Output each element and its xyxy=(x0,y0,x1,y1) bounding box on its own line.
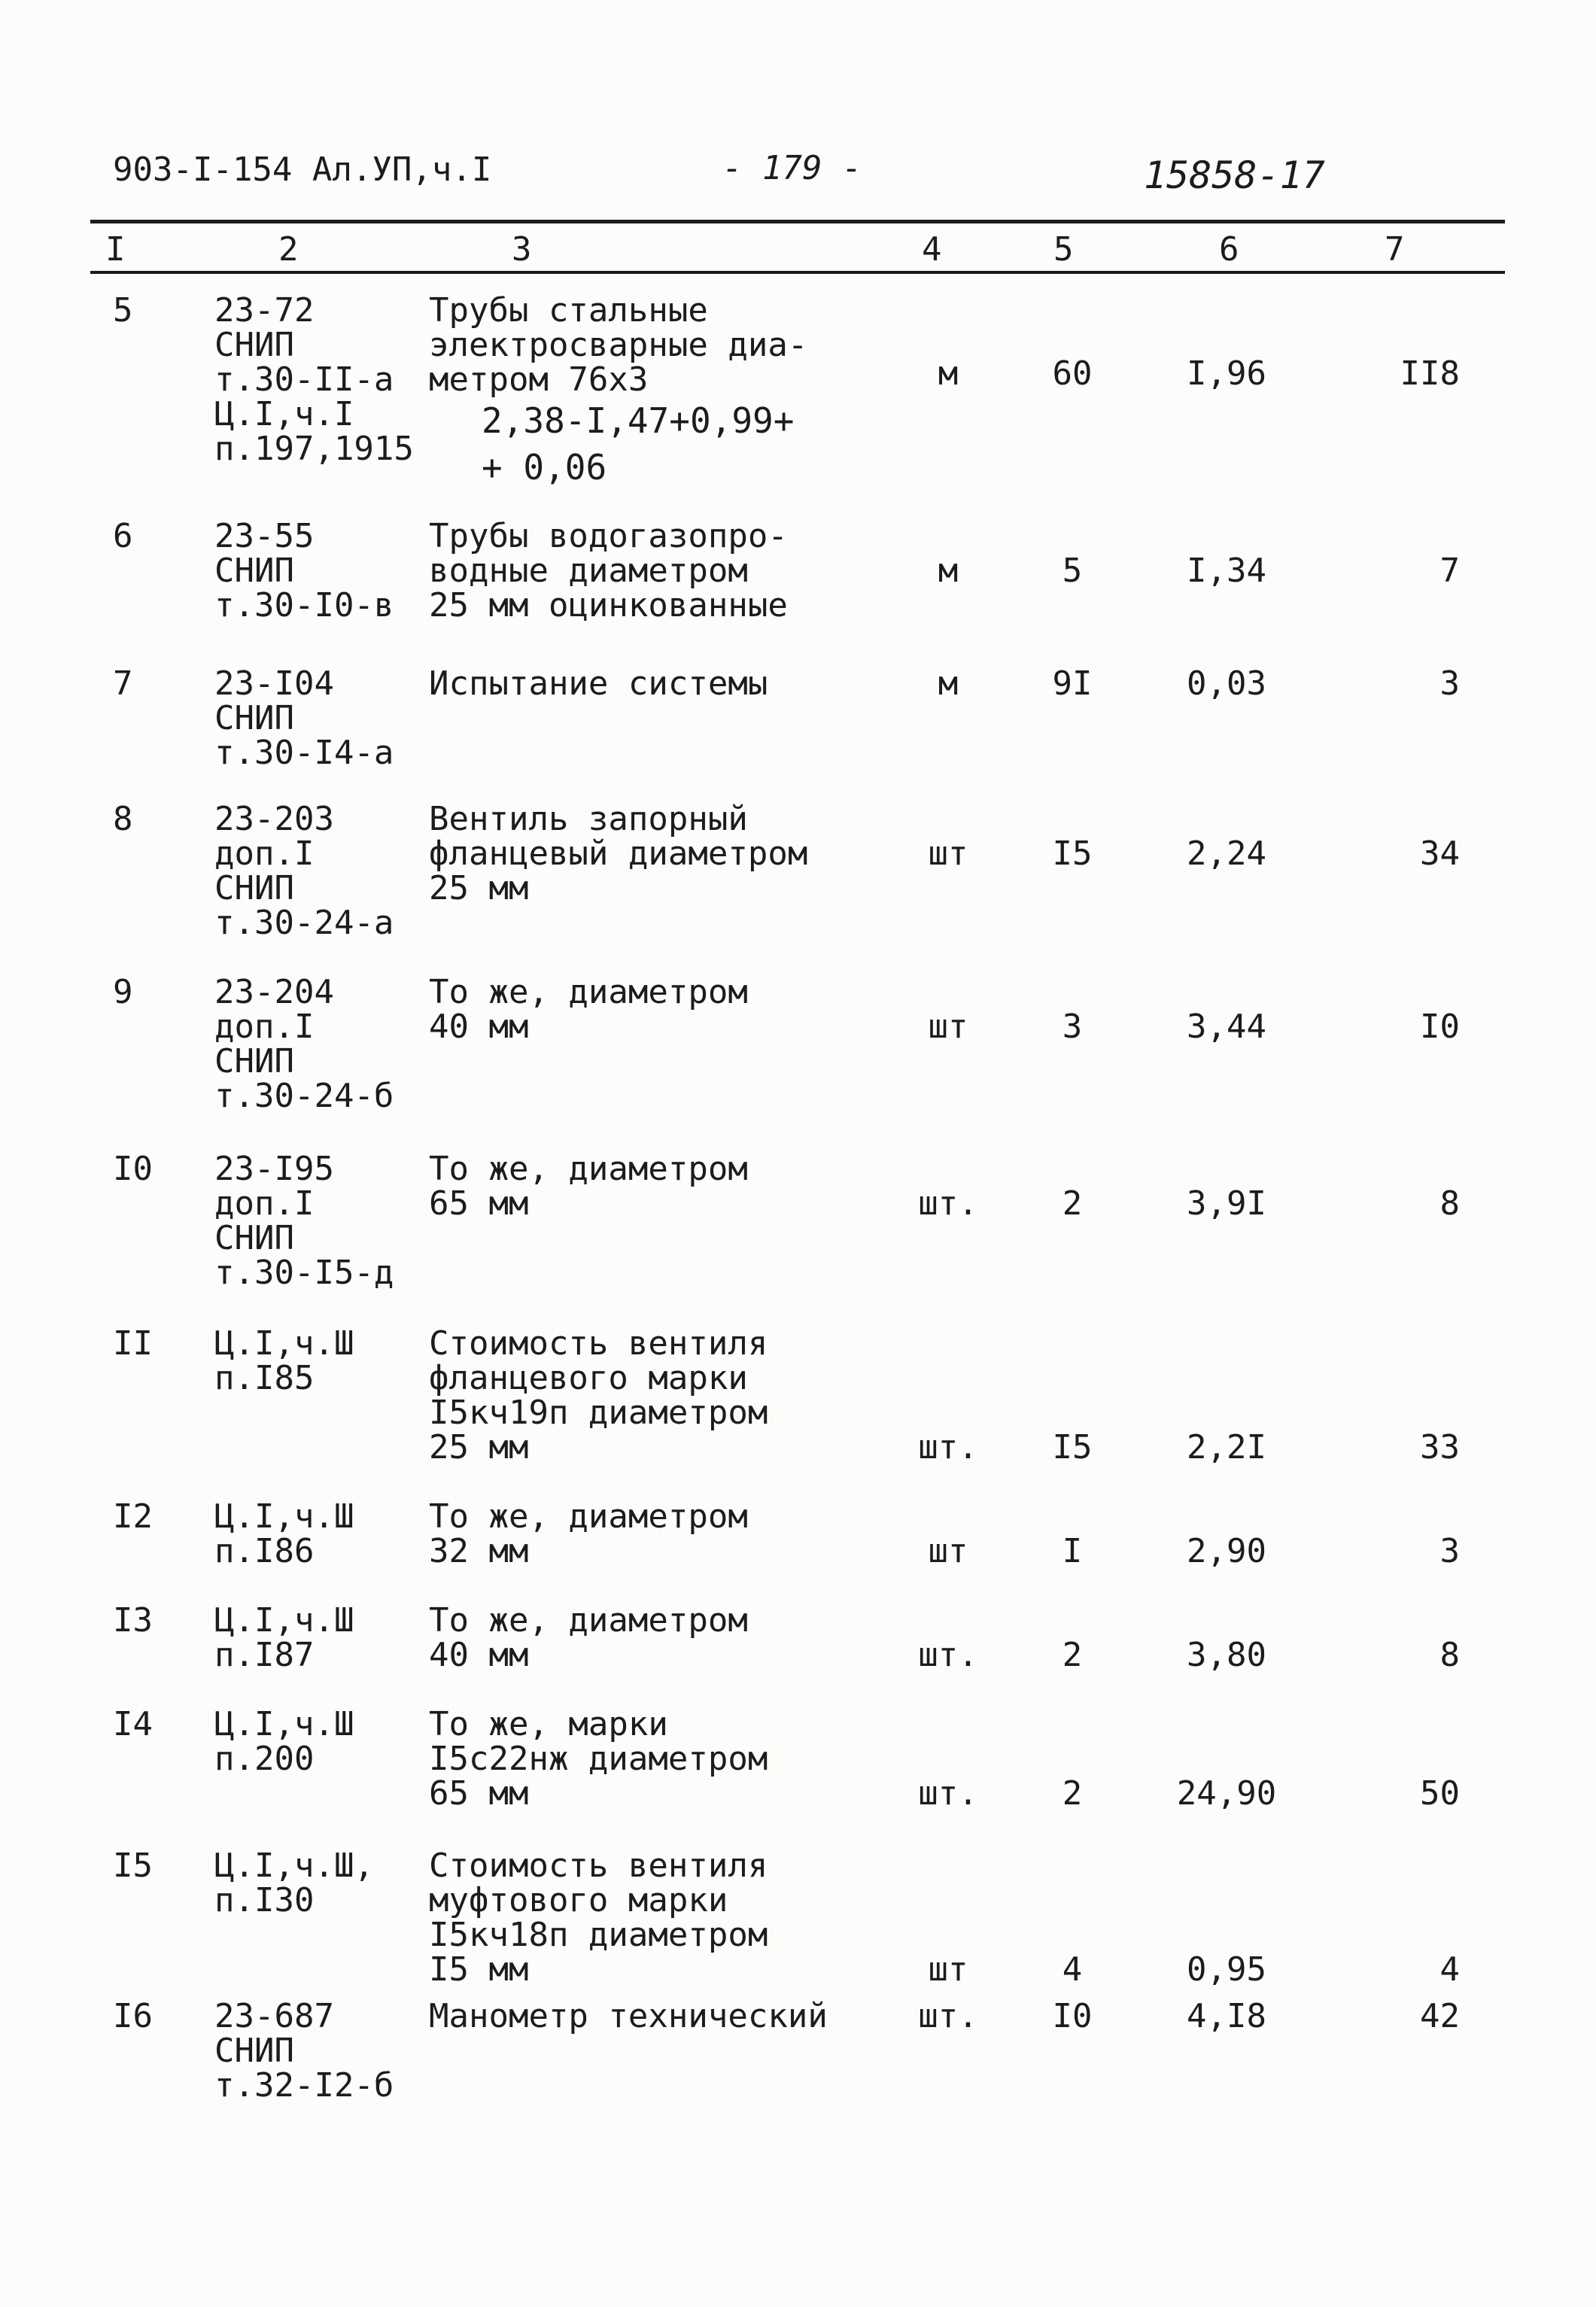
reference-line: т.30-I5-д xyxy=(214,1254,394,1292)
table-row xyxy=(0,975,1596,1152)
row-number: I2 xyxy=(113,1497,153,1536)
reference-cell xyxy=(214,1999,425,2103)
description-cell xyxy=(429,802,895,906)
column-header-7: 7 xyxy=(1385,230,1405,269)
price-cell: 0,03 xyxy=(1187,664,1266,703)
reference-cell xyxy=(214,1849,425,1918)
price-cell: I,96 xyxy=(1187,354,1266,393)
reference-line: 23-55 xyxy=(214,517,315,555)
reference-line: т.30-24-б xyxy=(214,1077,394,1115)
reference-line: Ц.I,ч.Ш xyxy=(214,1705,354,1743)
reference-line: п.197,1915 xyxy=(214,430,414,468)
formula-line: + 0,06 xyxy=(482,447,607,488)
total-cell: 3 xyxy=(1439,664,1460,703)
table-header-rule xyxy=(90,271,1505,274)
description-cell xyxy=(429,664,895,703)
reference-cell xyxy=(214,1707,425,1777)
reference-cell xyxy=(214,1152,425,1290)
reference-cell xyxy=(214,519,425,623)
column-header-2: 2 xyxy=(278,230,299,269)
row-number: 9 xyxy=(113,973,133,1011)
description-line: водные диаметром xyxy=(429,552,748,590)
reference-line: т.30-II-а xyxy=(214,360,394,399)
row-number: I5 xyxy=(113,1847,153,1885)
reference-cell xyxy=(214,975,425,1114)
reference-line: Ц.I,ч.Ш, xyxy=(214,1847,374,1885)
reference-cell xyxy=(214,802,425,941)
page-number: - 179 - xyxy=(722,149,862,187)
reference-line: доп.I xyxy=(214,1184,315,1223)
description-line: 32 мм xyxy=(429,1532,529,1570)
quantity-cell: I0 xyxy=(1052,1997,1093,2035)
row-number: I3 xyxy=(113,1601,153,1640)
table-row xyxy=(0,1152,1596,1327)
description-line: То же, диаметром xyxy=(429,1497,748,1536)
reference-line: т.30-I4-а xyxy=(214,734,394,772)
column-header-3: 3 xyxy=(512,230,532,269)
unit-cell: м xyxy=(938,354,959,393)
row-number: 6 xyxy=(113,517,133,555)
description-line: То же, марки xyxy=(429,1705,668,1743)
reference-line: доп.I xyxy=(214,834,315,873)
price-cell: 2,90 xyxy=(1187,1532,1266,1570)
description-cell xyxy=(429,293,895,491)
reference-line: 23-204 xyxy=(214,973,334,1011)
table-row xyxy=(0,1999,1596,2105)
price-cell: 3,44 xyxy=(1187,1008,1266,1046)
description-line: Вентиль запорный xyxy=(429,800,748,838)
unit-cell: шт xyxy=(928,834,968,873)
column-header-6: 6 xyxy=(1219,230,1239,269)
reference-line: п.I30 xyxy=(214,1881,315,1919)
reference-cell xyxy=(214,664,425,772)
column-header-4: 4 xyxy=(922,230,942,269)
description-line: электросварные диа- xyxy=(429,326,808,364)
description-line: муфтового марки xyxy=(429,1881,728,1919)
description-line: Манометр технический xyxy=(429,1997,828,2035)
description-cell xyxy=(429,1999,895,2034)
quantity-cell: 2 xyxy=(1062,1184,1083,1223)
reference-line: 23-203 xyxy=(214,800,334,838)
price-cell: 2,24 xyxy=(1187,834,1266,873)
unit-cell: шт. xyxy=(918,1997,978,2035)
description-line: 25 мм xyxy=(429,869,529,907)
total-cell: 3 xyxy=(1439,1532,1460,1570)
reference-line: т.30-24-а xyxy=(214,904,394,942)
row-number: II xyxy=(113,1324,153,1363)
quantity-cell: 5 xyxy=(1062,552,1083,590)
total-cell: I0 xyxy=(1420,1008,1460,1046)
reference-line: п.I86 xyxy=(214,1532,315,1570)
table-row xyxy=(0,1707,1596,1849)
description-line: Трубы стальные xyxy=(429,291,708,330)
column-header-row xyxy=(0,226,1596,271)
table-row xyxy=(0,1603,1596,1707)
reference-line: Ц.I,ч.Ш xyxy=(214,1324,354,1363)
quantity-cell: 60 xyxy=(1052,354,1093,393)
total-cell: 8 xyxy=(1439,1184,1460,1223)
table-row xyxy=(0,1497,1596,1603)
description-cell xyxy=(429,519,895,623)
description-line: I5кч18п диаметром xyxy=(429,1916,768,1954)
description-line: метром 76х3 xyxy=(429,360,649,399)
total-cell: 42 xyxy=(1420,1997,1460,2035)
reference-line: СНИП xyxy=(214,326,294,364)
total-cell: 4 xyxy=(1439,1950,1460,1989)
description-line: То же, диаметром xyxy=(429,1601,748,1640)
description-line: I5с22нж диаметром xyxy=(429,1740,768,1778)
unit-cell: шт. xyxy=(918,1774,978,1813)
total-cell: 8 xyxy=(1439,1636,1460,1674)
total-cell: II8 xyxy=(1400,354,1460,393)
description-line: То же, диаметром xyxy=(429,1150,748,1188)
price-cell: 3,9I xyxy=(1187,1184,1266,1223)
table-row xyxy=(0,1324,1596,1500)
description-line: I5 мм xyxy=(429,1950,529,1989)
reference-line: Ц.I,ч.I xyxy=(214,395,354,433)
price-cell: 0,95 xyxy=(1187,1950,1266,1989)
reference-line: 23-I95 xyxy=(214,1150,334,1188)
table-row xyxy=(0,1849,1596,1999)
reference-line: СНИП xyxy=(214,869,294,907)
row-number: I6 xyxy=(113,1997,153,2035)
reference-line: 23-I04 xyxy=(214,664,334,703)
description-line: Трубы водогазопро- xyxy=(429,517,788,555)
unit-cell: м xyxy=(938,664,959,703)
quantity-cell: 4 xyxy=(1062,1950,1083,1989)
reference-line: доп.I xyxy=(214,1008,315,1046)
description-cell xyxy=(429,1603,895,1673)
reference-line: п.200 xyxy=(214,1740,315,1778)
description-line: 40 мм xyxy=(429,1636,529,1674)
reference-line: Ц.I,ч.Ш xyxy=(214,1601,354,1640)
quantity-cell: 2 xyxy=(1062,1774,1083,1813)
quantity-cell: 9I xyxy=(1052,664,1093,703)
unit-cell: шт xyxy=(928,1950,968,1989)
description-cell xyxy=(429,1707,895,1811)
description-cell xyxy=(429,1324,895,1467)
table-row xyxy=(0,802,1596,975)
description-line: 25 мм оцинкованные xyxy=(429,586,788,625)
table-row xyxy=(0,519,1596,667)
document-number: 15858-17 xyxy=(1144,153,1325,197)
column-header-1: I xyxy=(105,230,126,269)
description-line: Испытание системы xyxy=(429,664,768,703)
unit-cell: шт xyxy=(928,1532,968,1570)
table-row xyxy=(0,293,1596,519)
row-number: 8 xyxy=(113,800,133,838)
reference-line: 23-687 xyxy=(214,1997,334,2035)
reference-line: п.I87 xyxy=(214,1636,315,1674)
reference-line: п.I85 xyxy=(214,1359,315,1397)
page-header xyxy=(0,143,1596,203)
quantity-cell: 2 xyxy=(1062,1636,1083,1674)
total-cell: 50 xyxy=(1420,1774,1460,1813)
unit-cell: шт. xyxy=(918,1428,978,1467)
row-number: 7 xyxy=(113,664,133,703)
total-cell: 34 xyxy=(1420,834,1460,873)
price-cell: 24,90 xyxy=(1176,1774,1277,1813)
description-line: 65 мм xyxy=(429,1774,529,1813)
row-number: I4 xyxy=(113,1705,153,1743)
price-cell: 2,2I xyxy=(1187,1428,1266,1467)
unit-cell: шт xyxy=(928,1008,968,1046)
reference-line: СНИП xyxy=(214,1219,294,1257)
description-line: I5кч19п диаметром xyxy=(429,1394,768,1432)
reference-line: СНИП xyxy=(214,2032,294,2070)
table-body xyxy=(0,293,1596,2105)
column-header-5: 5 xyxy=(1053,230,1074,269)
description-line: Стоимость вентиля xyxy=(429,1847,768,1885)
reference-line: т.30-I0-в xyxy=(214,586,394,625)
reference-line: т.32-I2-б xyxy=(214,2066,394,2105)
reference-cell xyxy=(214,1497,425,1570)
description-cell xyxy=(429,1497,895,1570)
description-line: фланцевого марки xyxy=(429,1359,748,1397)
formula-line: 2,38-I,47+0,99+ xyxy=(482,400,795,441)
document-code: 903-I-154 Ал.УП,ч.I xyxy=(113,150,492,189)
total-cell: 7 xyxy=(1439,552,1460,590)
reference-cell xyxy=(214,1603,425,1673)
unit-cell: м xyxy=(938,552,959,590)
description-line: 40 мм xyxy=(429,1008,529,1046)
unit-cell: шт. xyxy=(918,1184,978,1223)
description-line: 25 мм xyxy=(429,1428,529,1467)
description-line: фланцевый диаметром xyxy=(429,834,808,873)
description-cell xyxy=(429,1152,895,1221)
description-line: Стоимость вентиля xyxy=(429,1324,768,1363)
table-top-rule xyxy=(90,220,1505,223)
quantity-cell: I5 xyxy=(1052,1428,1093,1467)
reference-cell xyxy=(214,293,425,467)
description-line: То же, диаметром xyxy=(429,973,748,1011)
quantity-cell: I5 xyxy=(1052,834,1093,873)
price-cell: I,34 xyxy=(1187,552,1266,590)
reference-line: СНИП xyxy=(214,1042,294,1081)
description-line: 65 мм xyxy=(429,1184,529,1223)
table-row xyxy=(0,664,1596,802)
row-number: I0 xyxy=(113,1150,153,1188)
quantity-cell: 3 xyxy=(1062,1008,1083,1046)
quantity-cell: I xyxy=(1062,1532,1083,1570)
reference-line: СНИП xyxy=(214,552,294,590)
description-cell xyxy=(429,975,895,1044)
total-cell: 33 xyxy=(1420,1428,1460,1467)
reference-line: Ц.I,ч.Ш xyxy=(214,1497,354,1536)
reference-cell xyxy=(214,1324,425,1397)
reference-line: 23-72 xyxy=(214,291,315,330)
row-number: 5 xyxy=(113,291,133,330)
description-cell xyxy=(429,1849,895,1987)
reference-line: СНИП xyxy=(214,699,294,737)
price-cell: 4,I8 xyxy=(1187,1997,1266,2035)
unit-cell: шт. xyxy=(918,1636,978,1674)
price-cell: 3,80 xyxy=(1187,1636,1266,1674)
